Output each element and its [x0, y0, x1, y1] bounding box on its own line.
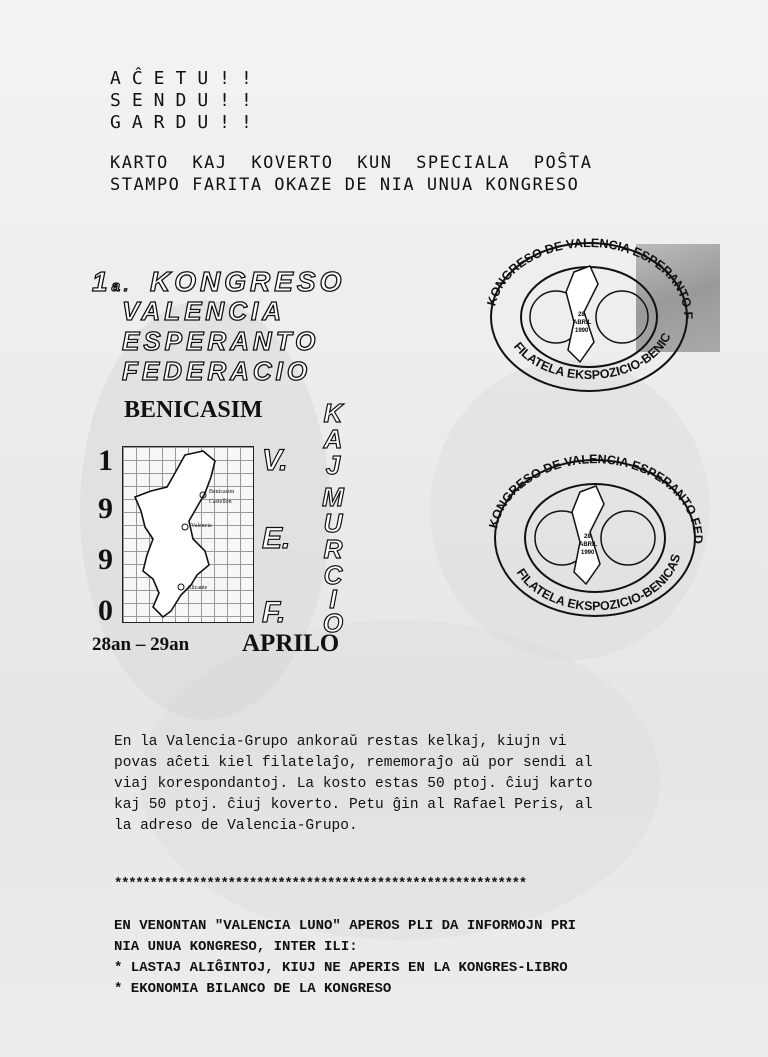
year-digit: 0	[98, 594, 113, 627]
postmark-day: 28	[578, 312, 585, 318]
region-map	[122, 446, 254, 623]
postmark-bottom	[480, 448, 710, 632]
poster-esperanto: ESPERANTO	[122, 326, 320, 356]
vertical-letter: U	[323, 508, 343, 538]
poster-valencia: VALENCIA	[122, 296, 285, 326]
paragraph-line: la adreso de Valencia-Grupo.	[114, 818, 358, 834]
postmark-year: 1990	[581, 550, 595, 556]
postmark-ring-bottom: FILATELA EKSPOZICIO-BENIC	[510, 330, 674, 383]
initial-v: V.	[262, 444, 288, 477]
poster-dates	[92, 634, 189, 656]
ordinal-number: 1	[92, 266, 112, 297]
year-digit: 9	[98, 492, 113, 525]
poster-ordinal	[92, 266, 132, 298]
date-to: 29an	[150, 634, 190, 655]
vertical-letter: O	[322, 608, 344, 638]
date-from: 28an	[92, 634, 132, 655]
vertical-letter: J	[325, 450, 341, 480]
footer-line: NIA UNUA KONGRESO, INTER ILI:	[114, 939, 358, 955]
subtitle-line1: KARTO KAJ KOVERTO KUN SPECIALA POŜTA	[110, 153, 593, 173]
headline-send: SENDU!!	[110, 90, 263, 111]
headline-buy: AĈETU!!	[110, 68, 263, 89]
map-label: Benicasim	[209, 489, 235, 495]
headline-keep: GARDU!!	[110, 112, 263, 133]
footer-notice	[114, 916, 576, 1000]
postmark-ring-top: KONGRESO DE VALENCIA ESPERANTO FED	[486, 452, 706, 544]
postmark-seal	[480, 448, 710, 628]
postmark-ring-bottom: FILATELA EKSPOZICIO-BENICAS	[513, 552, 684, 614]
poster-month: APRILO	[242, 630, 340, 657]
paragraph-line: kaj 50 ptoj. ĉiuj koverto. Petu ĝin al Rafael Peris, al	[114, 797, 593, 813]
vertical-letter: A	[323, 424, 343, 454]
subtitle-line2: STAMPO FARITA OKAZE DE NIA UNUA KONGRESO	[110, 175, 580, 195]
postmark-month: ABRIL	[573, 320, 592, 326]
poster-federacio: FEDERACIO	[122, 356, 312, 386]
vertical-letter: R	[323, 534, 343, 564]
postmark-seal	[474, 232, 704, 402]
poster-kongreso: KONGRESO	[150, 266, 346, 297]
footer-line: EN VENONTAN "VALENCIA LUNO" APEROS PLI DA INFORMOJN PRI	[114, 918, 577, 934]
asterisk-separator: **********************************************************	[114, 876, 526, 892]
paragraph-line: povas aĉeti kiel filatelaĵo, rememoraĵo aŭ por sendi al	[114, 755, 593, 771]
info-paragraph	[114, 732, 704, 837]
vertical-letter: I	[329, 584, 337, 614]
postmark-ring-top: KONGRESO DE VALENCIA ESPERANTO F	[484, 235, 696, 320]
postmark-day: 28	[584, 534, 591, 540]
vertical-letter: K	[323, 398, 343, 428]
paragraph-line: En la Valencia-Grupo ankoraŭ restas kelkaj, kiujn vi	[114, 734, 567, 750]
postmark-year: 1990	[575, 328, 589, 334]
initial-f: F.	[262, 596, 286, 629]
valencia-map-outline	[123, 447, 253, 622]
footer-line: * EKONOMIA BILANCO DE LA KONGRESO	[114, 981, 392, 997]
vertical-letter: M	[322, 482, 344, 512]
map-label: Alicante	[187, 585, 208, 591]
year-digit: 9	[98, 543, 113, 576]
date-separator: –	[135, 634, 146, 655]
poster-city: BENICASIM	[124, 397, 263, 423]
vertical-letter: C	[323, 560, 343, 590]
initial-e: E.	[262, 522, 291, 555]
postmark-top	[474, 232, 704, 406]
postmark-month: ABRIL	[579, 542, 598, 548]
map-label: Castellón	[209, 499, 232, 505]
paragraph-line: viaj korespondantoj. La kosto estas 50 ptoj. ĉiuj karto	[114, 776, 593, 792]
map-label: Valencia	[191, 523, 212, 529]
year-digit: 1	[98, 444, 113, 477]
footer-line: * LASTAJ ALIĜINTOJ, KIUJ NE APERIS EN LA KONGRES-LIBRO	[114, 960, 568, 976]
ordinal-suffix: a.	[111, 278, 133, 295]
